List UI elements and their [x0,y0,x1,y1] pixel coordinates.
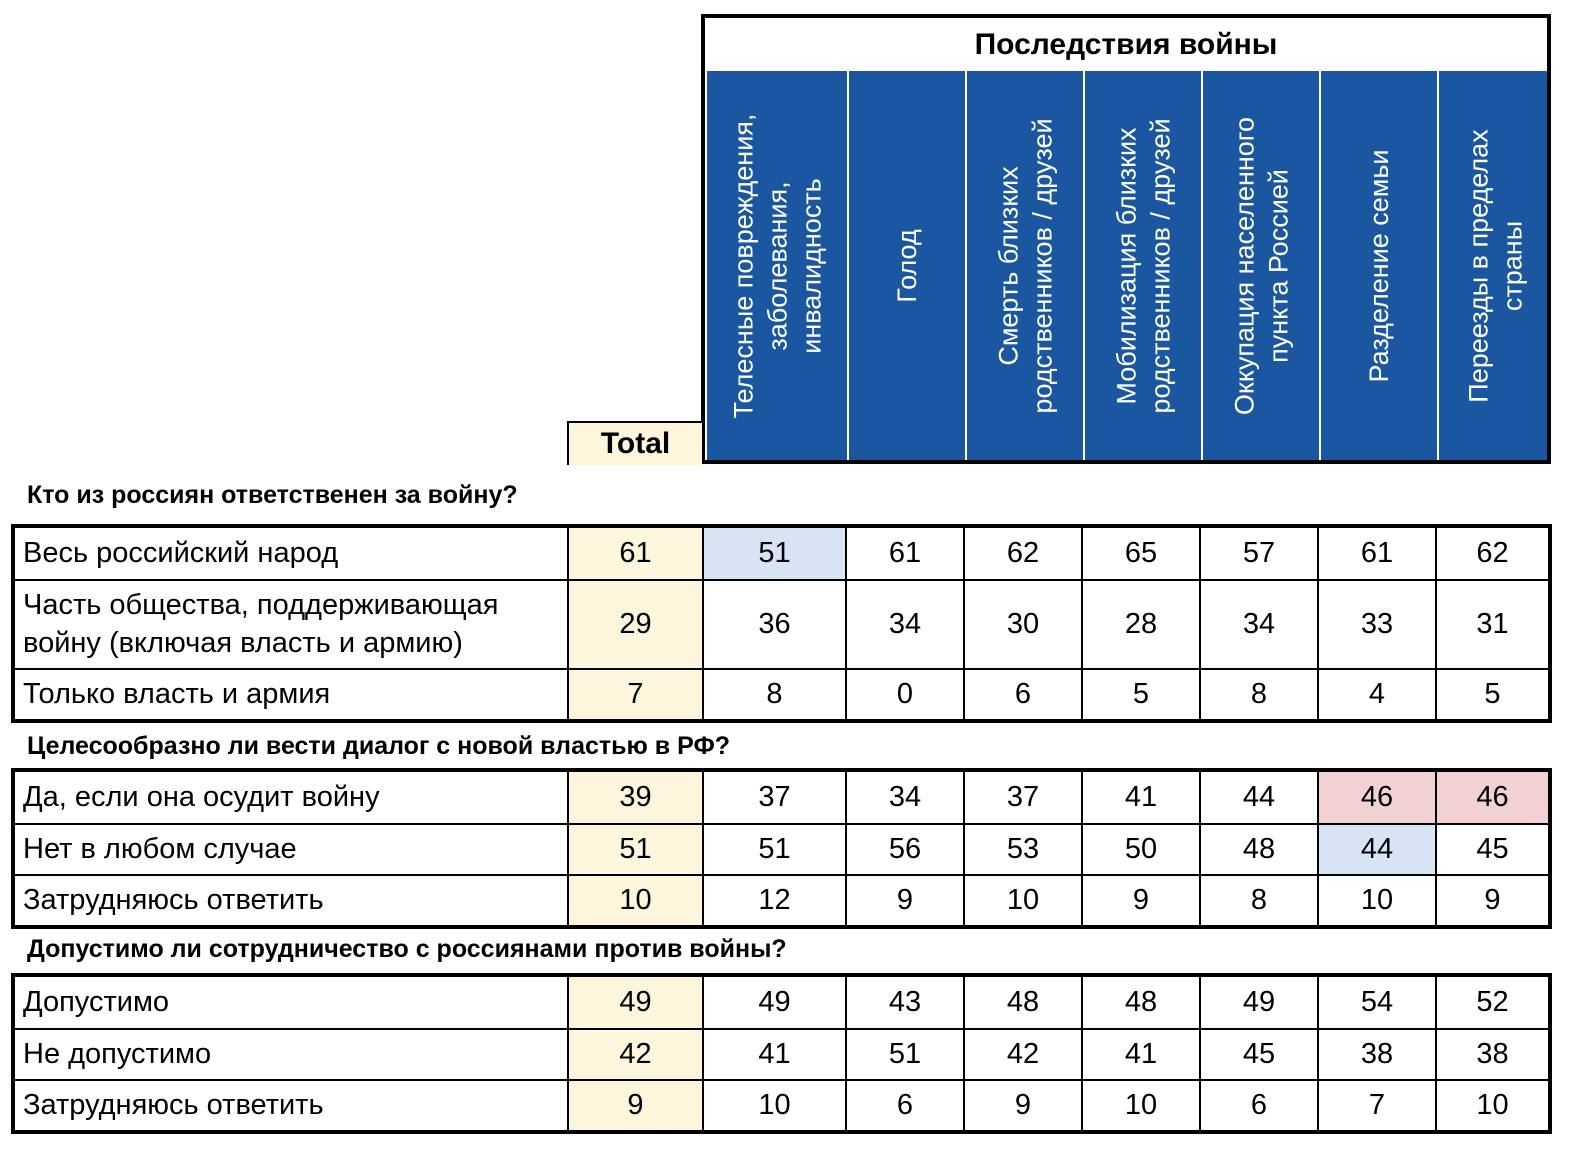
value-cell: 49 [1199,977,1317,1028]
value-cell: 61 [1317,528,1435,579]
value-cell: 8 [1199,670,1317,719]
value-cell: 48 [1199,825,1317,874]
table-row [15,1079,1548,1130]
value-cell: 4 [1317,670,1435,719]
value-cell: 0 [845,670,963,719]
value-cell: 9 [845,876,963,925]
column-header-family-separation: Разделение семьи [1319,71,1439,460]
value-cell: 37 [702,772,845,823]
value-cell: 8 [702,670,845,719]
value-cell: 51 [702,528,845,579]
value-cell: 31 [1435,581,1548,668]
value-cell: 61 [845,528,963,579]
total-value-cell: 10 [567,876,702,925]
value-cell: 36 [702,581,845,668]
row-label: Да, если она осудит войну [23,780,380,813]
row-label: Весь российский народ [23,536,339,569]
value-cell: 6 [963,670,1081,719]
total-value-cell: 42 [567,1030,702,1079]
value-cell: 37 [963,772,1081,823]
consequences-header [701,14,1551,464]
value-cell: 50 [1081,825,1199,874]
row-label: Допустимо [23,985,170,1018]
table-row [15,823,1548,874]
table-row [15,772,1548,823]
value-cell: 34 [845,581,963,668]
value-cell: 38 [1317,1030,1435,1079]
column-header-death: Смерть близких родственников / друзей [965,71,1085,460]
value-cell: 44 [1199,772,1317,823]
value-cell: 43 [845,977,963,1028]
table-row [15,579,1548,668]
value-cell: 46 [1317,772,1435,823]
total-header: Total [567,421,702,465]
section-question: Кто из россиян ответственен за войну? [27,481,518,509]
row-label: Часть общества, поддерживающая войну (включая власть и армию) [23,588,499,659]
value-cell: 42 [963,1030,1081,1079]
total-value-cell: 51 [567,825,702,874]
response-table [11,768,1552,929]
total-value-cell: 7 [567,670,702,719]
value-cell: 9 [1081,876,1199,925]
header-title: Последствия войны [705,18,1547,71]
row-label: Только власть и армия [23,677,331,710]
column-header-relocation: Переезды в пределах страны [1437,71,1553,460]
value-cell: 38 [1435,1030,1548,1079]
column-header-mobilization: Мобилизация близких родственников / друзей [1083,71,1203,460]
value-cell: 53 [963,825,1081,874]
table-row [15,668,1548,719]
row-label: Нет в любом случае [23,832,297,865]
value-cell: 6 [845,1081,963,1130]
value-cell: 5 [1081,670,1199,719]
total-value-cell: 61 [567,528,702,579]
value-cell: 9 [963,1081,1081,1130]
value-cell: 41 [1081,1030,1199,1079]
value-cell: 34 [845,772,963,823]
value-cell: 48 [963,977,1081,1028]
value-cell: 62 [1435,528,1548,579]
row-label: Не допустимо [23,1037,212,1070]
table-row [15,977,1548,1028]
column-header-injuries: Телесные повреждения, заболевания, инвалидность [705,71,849,460]
value-cell: 48 [1081,977,1199,1028]
value-cell: 54 [1317,977,1435,1028]
value-cell: 5 [1435,670,1548,719]
table-row [15,528,1548,579]
value-cell: 8 [1199,876,1317,925]
value-cell: 7 [1317,1081,1435,1130]
value-cell: 41 [702,1030,845,1079]
value-cell: 10 [1435,1081,1548,1130]
value-cell: 10 [1317,876,1435,925]
column-header-occupation: Оккупация населенного пункта Россией [1201,71,1321,460]
value-cell: 44 [1317,825,1435,874]
value-cell: 10 [963,876,1081,925]
value-cell: 46 [1435,772,1548,823]
value-cell: 45 [1435,825,1548,874]
response-table [11,973,1552,1134]
value-cell: 34 [1199,581,1317,668]
value-cell: 45 [1199,1030,1317,1079]
total-value-cell: 39 [567,772,702,823]
value-cell: 33 [1317,581,1435,668]
response-table [11,524,1552,723]
value-cell: 62 [963,528,1081,579]
value-cell: 10 [1081,1081,1199,1130]
section-question: Целесообразно ли вести диалог с новой властью в РФ? [27,732,731,760]
total-value-cell: 9 [567,1081,702,1130]
row-label: Затрудняюсь ответить [23,883,324,916]
value-cell: 52 [1435,977,1548,1028]
section-question: Допустимо ли сотрудничество с россиянами против войны? [27,935,787,963]
value-cell: 10 [702,1081,845,1130]
value-cell: 9 [1435,876,1548,925]
value-cell: 28 [1081,581,1199,668]
value-cell: 41 [1081,772,1199,823]
total-value-cell: 49 [567,977,702,1028]
value-cell: 49 [702,977,845,1028]
value-cell: 12 [702,876,845,925]
total-value-cell: 29 [567,581,702,668]
value-cell: 6 [1199,1081,1317,1130]
table-row [15,874,1548,925]
value-cell: 65 [1081,528,1199,579]
value-cell: 30 [963,581,1081,668]
value-cell: 56 [845,825,963,874]
value-cell: 57 [1199,528,1317,579]
value-cell: 51 [702,825,845,874]
column-header-hunger: Голод [847,71,967,460]
row-label: Затрудняюсь ответить [23,1088,324,1121]
value-cell: 51 [845,1030,963,1079]
table-row [15,1028,1548,1079]
